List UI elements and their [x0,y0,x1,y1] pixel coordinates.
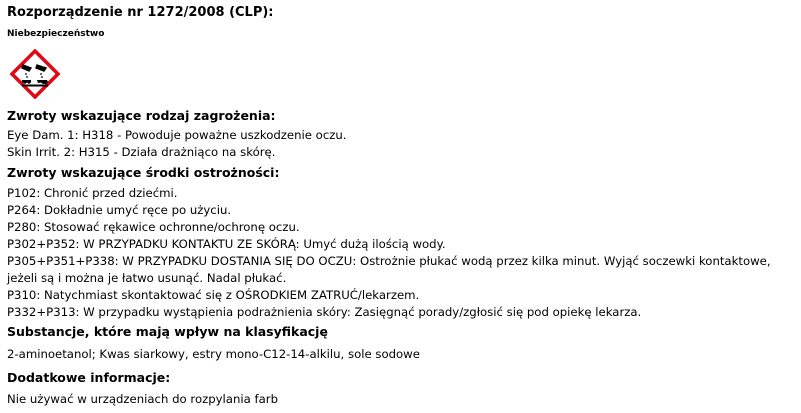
hazard-statement: Eye Dam. 1: H318 - Powoduje poważne uszkodzenie oczu. [7,128,347,142]
precaution-statement: P310: Natychmiast skontaktować się z OŚRODKIEM ZATRUĆ/lekarzem. [7,288,420,302]
precaution-statement: P305+P351+P338: W PRZYPADKU DOSTANIA SIĘ DO OCZU: Ostrożnie płukać wodą przez kilka minut. Wyjąć soczewki kontaktowe, jeżeli są i można je łatwo usunąć. Nadal płukać. [7,254,771,285]
precaution-statement: P280: Stosować rękawice ochronne/ochronę oczu. [7,220,300,234]
hazard-statement: Skin Irrit. 2: H315 - Działa drażniąco na skórę. [7,145,276,159]
hazard-statements [7,127,347,161]
additional-info-heading: Dodatkowe informacje: [7,370,171,385]
precaution-statements [7,185,797,321]
signal-word: Niebezpieczeństwo [7,29,105,39]
substances-heading: Substancje, które mają wpływ na klasyfikację [7,324,328,339]
regulation-title: Rozporządzenie nr 1272/2008 (CLP): [7,5,274,20]
substances-text: 2-aminoetanol; Kwas siarkowy, estry mono-C12-14-alkilu, sole sodowe [7,347,420,361]
precaution-statement: P302+P352: W PRZYPADKU KONTAKTU ZE SKÓRĄ: Umyć dużą ilością wody. [7,237,446,251]
precaution-statement: P264: Dokładnie umyć ręce po użyciu. [7,203,232,217]
precaution-statement: P102: Chronić przed dziećmi. [7,186,178,200]
precaution-statement: P332+P313: W przypadku wystąpienia podrażnienia skóry: Zasięgnąć porady/zgłosić się pod opiekę lekarza. [7,305,642,319]
precaution-heading: Zwroty wskazujące środki ostrożności: [7,165,280,180]
additional-info-text: Nie używać w urządzeniach do rozpylania farb [7,392,279,406]
hazard-heading: Zwroty wskazujące rodzaj zagrożenia: [7,108,276,123]
corrosion-icon [10,49,60,99]
